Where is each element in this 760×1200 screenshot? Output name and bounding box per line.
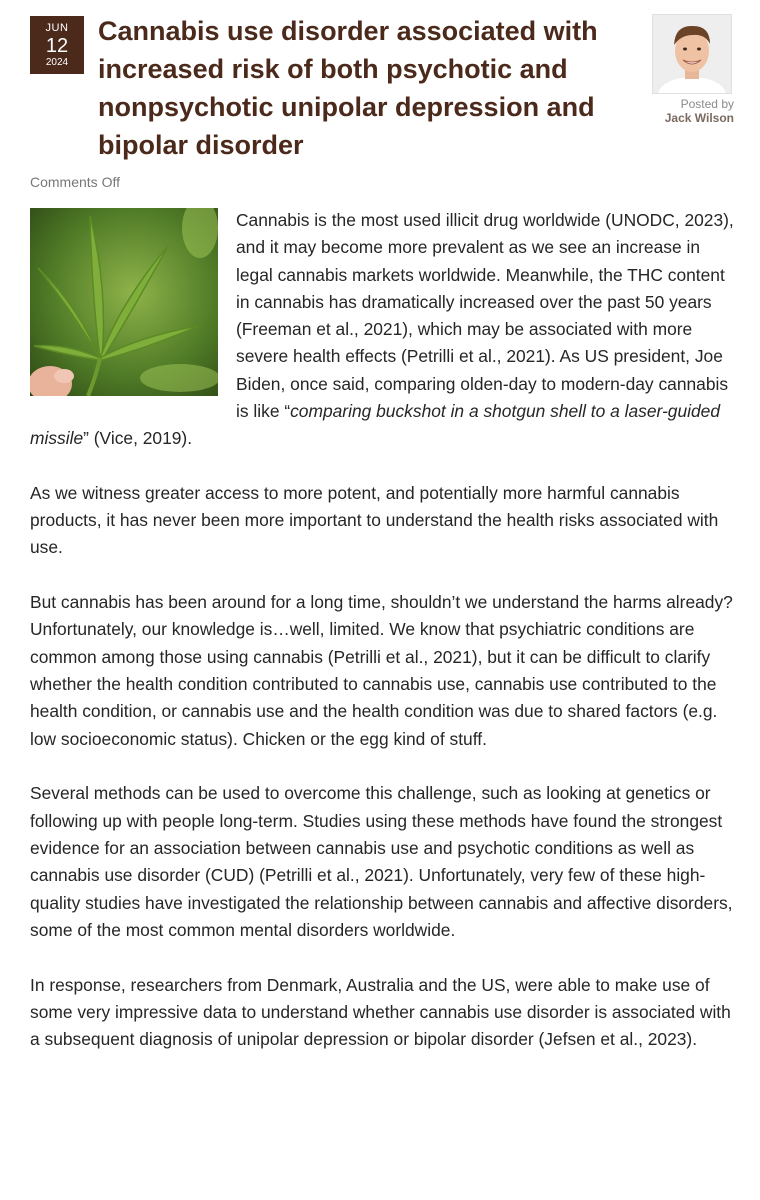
post-title[interactable]: Cannabis use disorder associated with increased risk of both psychotic and nonpsychotic unipolar depression and bipolar disorder bbox=[98, 16, 598, 160]
post-date-day: 12 bbox=[45, 34, 69, 57]
cannabis-leaf-icon bbox=[30, 208, 218, 396]
post-date-year: 2024 bbox=[45, 56, 69, 68]
posted-by-label: Posted by bbox=[680, 97, 734, 111]
author-avatar[interactable] bbox=[652, 14, 732, 94]
author-box bbox=[646, 14, 738, 125]
post-date-month: JUN bbox=[45, 21, 69, 34]
article-paragraph-2: As we witness greater access to more potent, and potentially more harmful cannabis products, it has never been more important to understand the health risks associated with use. bbox=[30, 482, 719, 558]
article-paragraph-5: In response, researchers from Denmark, Australia and the US, were able to make use of some very impressive data to understand whether cannabis use disorder is associated with a subsequent diagnosis of unipolar depression or bipolar disorder (Jefsen et al., 2023). bbox=[30, 974, 731, 1050]
article-paragraph-4: Several methods can be used to overcome this challenge, such as looking at genetics or following up with people long-term. Studies using these methods have found the strongest evidence for an association between cannabis use and psychotic conditions as well as cannabis use disorder (CUD) (Petrilli et al., 2021). Unfortunately, very few of these high-quality studies have investigated the relationship between cannabis and affective disorders, some of the most common mental disorders worldwide. bbox=[30, 783, 733, 940]
article-paragraph-1-end: ” (Vice, 2019). bbox=[83, 428, 193, 449]
comments-status: Comments Off bbox=[30, 174, 120, 190]
article-paragraph-3: But cannabis has been around for a long time, shouldn’t we understand the harms already? Unfortunately, our knowledge is…well, limited. We know that psychiatric conditions are common among those using cannabis (Petrilli et al., 2021), but it can be difficult to clarify whether the health condition contributed to cannabis use, cannabis use contributed to the health condition, or cannabis use and the health condition was due to shared factors (e.g. low socioeconomic status). Chicken or the egg kind of stuff. bbox=[30, 592, 733, 749]
post-date-badge bbox=[30, 16, 84, 74]
cannabis-leaf-image bbox=[30, 208, 218, 396]
article-body bbox=[30, 207, 736, 1081]
biden-quote: comparing buckshot in a shotgun shell to a laser-guided missile bbox=[30, 401, 720, 449]
author-name-link[interactable]: Jack Wilson bbox=[664, 111, 734, 125]
author-avatar-image bbox=[653, 15, 731, 93]
article-paragraph-1-text: Cannabis is the most used illicit drug worldwide (UNODC, 2023), and it may become more prevalent as we see an increase in legal cannabis markets worldwide. Meanwhile, the THC content in cannabis has dramatically increased over the past 50 years (Freeman et al., 2021), which may be associated with more severe health effects (Petrilli et al., 2021). As US president, Joe Biden, once said, comparing olden-day to modern-day cannabis is like “ bbox=[236, 210, 734, 422]
